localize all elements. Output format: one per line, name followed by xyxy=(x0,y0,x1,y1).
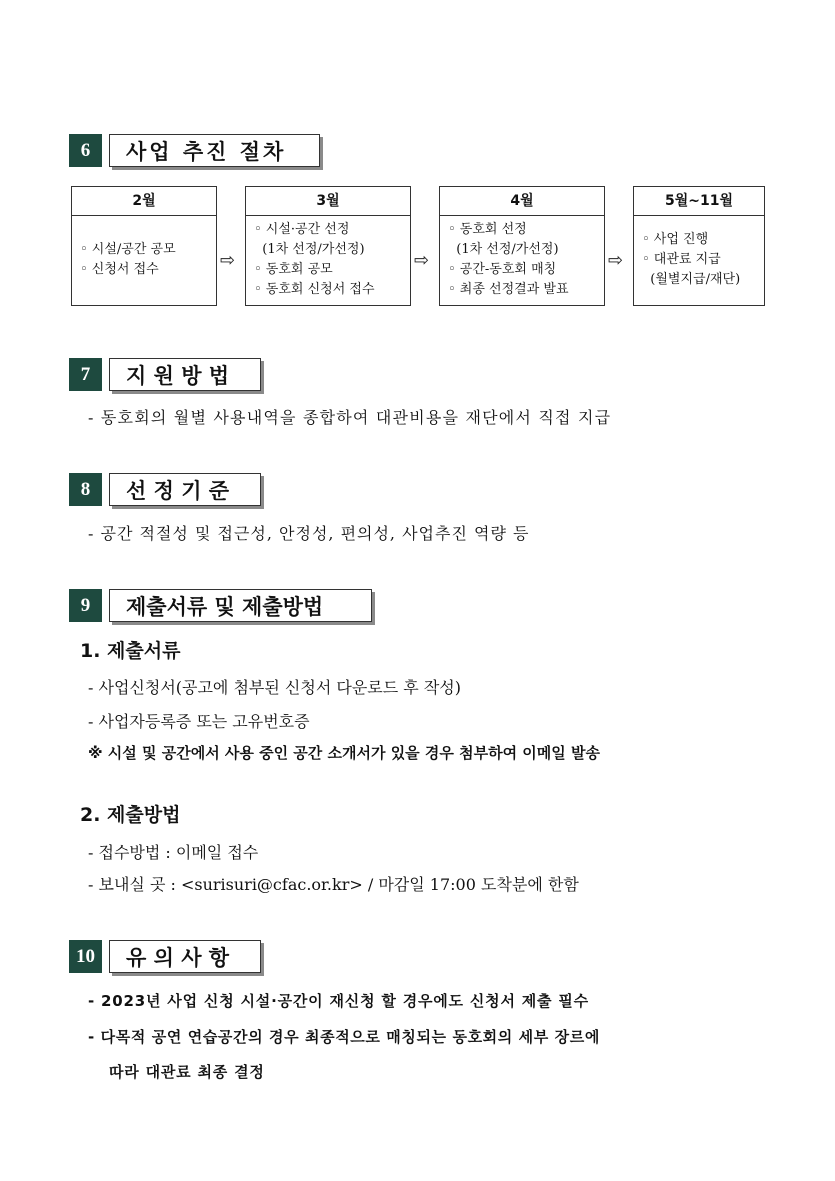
method-heading: 2. 제출방법 xyxy=(80,804,181,826)
step-item: (월별지급/재단) xyxy=(642,272,741,287)
note-item-continued: 따라 대관료 최종 결정 xyxy=(109,1063,265,1081)
section-10-title: 유 의 사 항 xyxy=(109,940,261,973)
section-10-number: 10 xyxy=(69,940,102,973)
document-item: - 사업신청서(공고에 첨부된 신청서 다운로드 후 작성) xyxy=(88,678,461,697)
step-month: 2월 xyxy=(72,187,216,216)
step-item: ◦ 최종 선정결과 발표 xyxy=(448,282,569,297)
step-box-apr xyxy=(439,186,605,306)
step-item: ◦ 사업 진행 xyxy=(642,232,709,247)
criteria-text: - 공간 적절성 및 접근성, 안정성, 편의성, 사업추진 역량 등 xyxy=(88,524,530,543)
document-note: ※ 시설 및 공간에서 사용 중인 공간 소개서가 있을 경우 첨부하여 이메일 발송 xyxy=(88,744,600,762)
step-items xyxy=(448,215,600,305)
section-6-number: 6 xyxy=(69,134,102,167)
step-item: ◦ 시설/공간 공모 xyxy=(80,242,176,257)
step-item: ◦ 시설·공간 선정 xyxy=(254,222,350,237)
section-8-title: 선 정 기 준 xyxy=(109,473,261,506)
section-6-title: 사업 추진 절차 xyxy=(109,134,320,167)
step-month: 5월~11월 xyxy=(634,187,764,216)
step-month: 3월 xyxy=(246,187,410,216)
step-box-feb xyxy=(71,186,217,306)
step-box-mar xyxy=(245,186,411,306)
arrow-right-icon: ⇨ xyxy=(220,250,236,271)
document-item: - 사업자등록증 또는 고유번호증 xyxy=(88,712,310,731)
step-item: ◦ 동호회 선정 xyxy=(448,222,527,237)
step-item: ◦ 동호회 공모 xyxy=(254,262,333,277)
method-item-email: - 보내실 곳 : <surisuri@cfac.or.kr> / 마감일 17:00 도착분에 한함 xyxy=(88,875,579,894)
step-box-may-nov xyxy=(633,186,765,306)
step-item: ◦ 공간-동호회 매칭 xyxy=(448,262,557,277)
step-item: ◦ 동호회 신청서 접수 xyxy=(254,282,375,297)
section-9-number: 9 xyxy=(69,589,102,622)
support-method-text: - 동호회의 월별 사용내역을 종합하여 대관비용을 재단에서 직접 지급 xyxy=(88,408,612,427)
section-7-title: 지 원 방 법 xyxy=(109,358,261,391)
step-item: (1차 선정/가선정) xyxy=(254,242,365,257)
method-item: - 접수방법 : 이메일 접수 xyxy=(88,843,259,862)
arrow-right-icon: ⇨ xyxy=(414,250,430,271)
section-9-title: 제출서류 및 제출방법 xyxy=(109,589,372,622)
section-7-number: 7 xyxy=(69,358,102,391)
step-items xyxy=(642,215,760,305)
arrow-right-icon: ⇨ xyxy=(608,250,624,271)
note-item: - 2023년 사업 신청 시설·공간이 재신청 할 경우에도 신청서 제출 필수 xyxy=(88,992,589,1010)
note-item: - 다목적 공연 연습공간의 경우 최종적으로 매칭되는 동호회의 세부 장르에 xyxy=(88,1028,600,1046)
step-items xyxy=(254,215,406,305)
step-month: 4월 xyxy=(440,187,604,216)
documents-heading: 1. 제출서류 xyxy=(80,640,181,662)
section-8-number: 8 xyxy=(69,473,102,506)
step-item: (1차 선정/가선정) xyxy=(448,242,559,257)
step-item: ◦ 대관료 지급 xyxy=(642,252,721,267)
step-item: ◦ 신청서 접수 xyxy=(80,262,159,277)
step-items xyxy=(80,215,212,305)
